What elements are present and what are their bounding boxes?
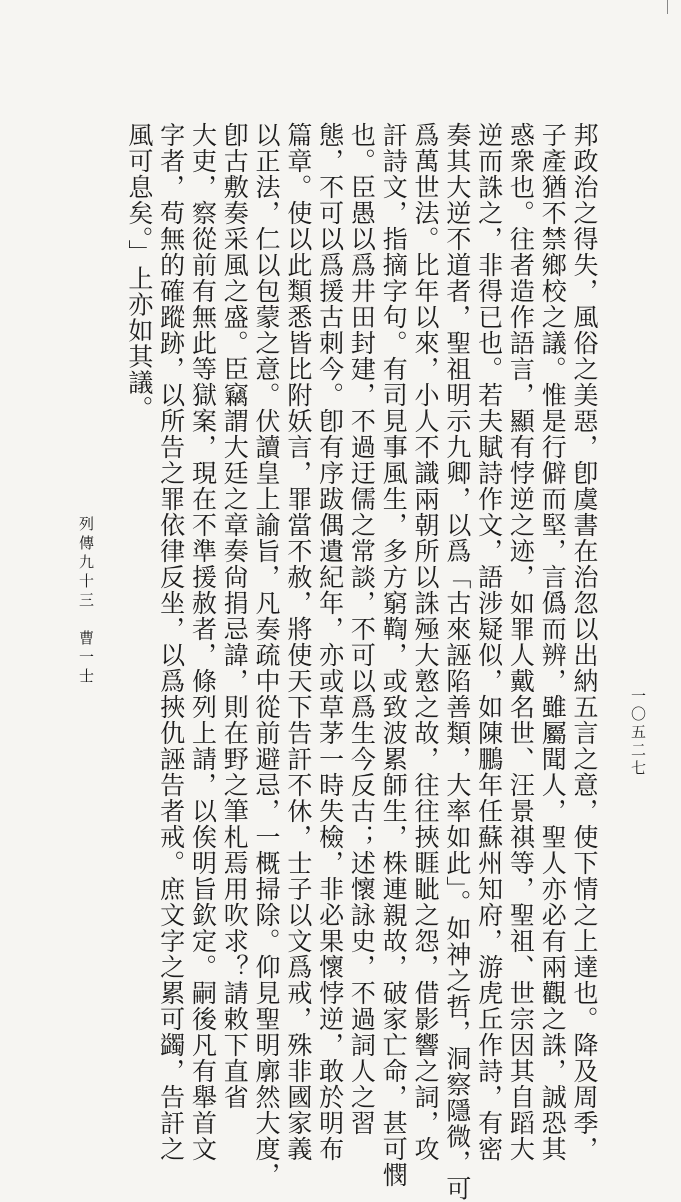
text-column: 惑衆也。往者造作語言，顯有悖逆之迹，如罪人戴名世、汪景祺等，聖祖、世宗因其自蹈大 [506,122,536,1162]
text-column: 篇章。使以此類悉皆比附妖言，罪當不赦，將使天下告訐不休，士子以文爲戒，殊非國家義 [283,122,313,1162]
page-number: 一〇五二七 [629,688,647,778]
text-column: 子產猶不禁鄉校之議。惟是行僻而堅，言僞而辨，雖屬聞人，聖人亦必有兩觀之誅，誠恐其 [538,122,568,1162]
text-column: 卽古敷奏采風之盛。臣竊謂大廷之章奏尙捐忌諱，則在野之筆札焉用吹求？請敕下直省 [220,122,250,1110]
text-column: 風可息矣。」上亦如其議。 [124,122,154,422]
text-column: 也。臣愚以爲井田封建，不過迂儒之常談，不可以爲生今反古；述懷詠史，不過詞人之習 [347,122,377,1136]
text-column: 邦政治之得失，風俗之美惡，卽虞書在治忽以出納五言之意，使下情之上達也。降及周季， [570,122,599,1162]
text-column: 態，不可以爲援古刺今。卽有序跋偶遺紀年，亦或草茅一時失檢，非必果懷悖逆，敢於明布 [315,122,345,1162]
text-column: 大吏，察從前有無此等獄案，現在不準援赦者，條列上請，以俟明旨欽定。嗣後凡有舉首文 [188,122,218,1162]
text-column: 訐詩文，指摘字句。有司見事風生，多方窮鞫，或致波累師生，株連親故，破家亡命，甚可憫 [379,122,409,1188]
text-column: 逆而誅之，非得已也。若夫賦詩作文，語涉疑似，如陳鵬年任蘇州知府，游虎丘作詩，有密 [474,122,504,1162]
text-column: 字者，苟無的確蹤跡，以所告之罪依律反坐，以爲挾仇誣告者戒。庶文字之累可蠲，告訐之 [156,122,186,1162]
running-title: 列傳九十三 曹一士 [77,516,95,687]
scan-edge-mark [667,0,668,14]
main-text [104,122,600,1202]
text-column: 奏其大逆不道者，聖祖明示九卿，以爲「古來誣陷善類，大率如此」。如神之哲，洞察隱微，可 [442,122,472,1202]
text-column: 爲萬世法。比年以來，小人不識兩朝所以誅殛大憝之故，往往挾睚眦之怨，借影響之詞，攻 [411,122,441,1162]
text-column: 以正法，仁以包蒙之意。伏讀皇上諭旨，凡奏疏中從前避忌，一概掃除。仰見聖明廓然大度， [252,122,282,1188]
